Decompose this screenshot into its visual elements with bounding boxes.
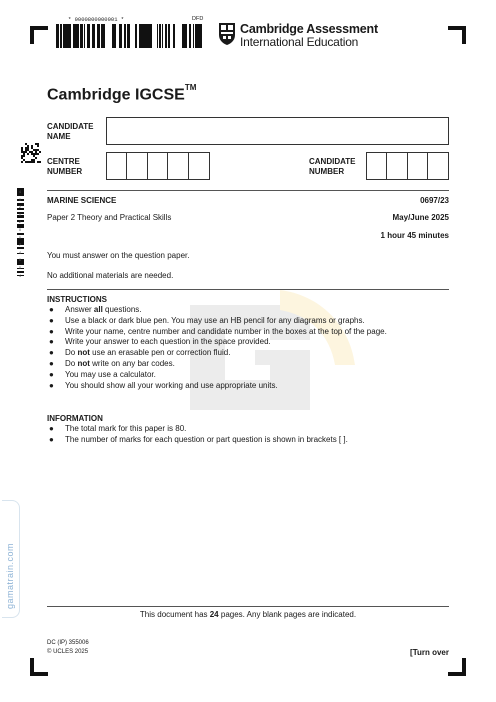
barcode-code: DFD bbox=[192, 16, 204, 22]
candidate-name-field[interactable] bbox=[106, 117, 449, 145]
side-watermark-text: gamatrain.com bbox=[5, 542, 15, 609]
divider bbox=[47, 606, 449, 607]
page-count-note: This document has 24 pages. Any blank pages are indicated. bbox=[139, 610, 357, 619]
centre-number-label: CENTRE NUMBER bbox=[47, 157, 83, 176]
instructions-heading: INSTRUCTIONS bbox=[47, 295, 107, 304]
divider bbox=[47, 190, 449, 191]
subject: MARINE SCIENCE bbox=[47, 196, 117, 205]
corner-mark-bottom-right bbox=[448, 658, 466, 676]
digit-box[interactable] bbox=[148, 153, 168, 179]
instruction-item: ● Answer all questions. bbox=[49, 305, 142, 314]
corner-mark-top-left bbox=[30, 26, 48, 44]
candidate-number-label: CANDIDATE NUMBER bbox=[309, 157, 356, 176]
title-text: Cambridge IGCSE bbox=[47, 86, 185, 104]
paper-title: Paper 2 Theory and Practical Skills bbox=[47, 213, 172, 222]
instructions-list bbox=[47, 305, 387, 391]
centre-number-field[interactable] bbox=[106, 152, 210, 180]
cambridge-logo bbox=[218, 22, 378, 48]
side-code-digits: 4 0 2 0 2 0 0 7 4 6 0 4 bbox=[18, 189, 22, 278]
digit-box[interactable] bbox=[189, 153, 209, 179]
materials-note: No additional materials are needed. bbox=[47, 271, 174, 280]
gamatrain-side-tab[interactable] bbox=[2, 500, 20, 618]
digit-box[interactable] bbox=[367, 153, 387, 179]
duration: 1 hour 45 minutes bbox=[380, 231, 449, 240]
instruction-item: ● Use a black or dark blue pen. You may use an HB pencil for any diagrams or graphs. bbox=[49, 315, 365, 325]
document-code: DC (IP) 355006 bbox=[47, 640, 89, 646]
digit-box[interactable] bbox=[428, 153, 448, 179]
trademark: TM bbox=[184, 83, 197, 92]
information-item: ● The total mark for this paper is 80. bbox=[49, 424, 187, 433]
instruction-item: ● You should show all your working and use appropriate units. bbox=[49, 380, 278, 390]
information-list bbox=[47, 424, 348, 446]
answer-note: You must answer on the question paper. bbox=[47, 251, 190, 260]
information-item: ● The number of marks for each question or part question is shown in brackets [ ]. bbox=[49, 434, 348, 444]
exam-session: May/June 2025 bbox=[392, 213, 449, 222]
org-name-line2: International Education bbox=[240, 35, 359, 49]
qualification-title bbox=[47, 83, 197, 104]
corner-mark-top-right bbox=[448, 26, 466, 44]
candidate-name-label: CANDIDATE NAME bbox=[47, 122, 94, 141]
copyright: © UCLES 2025 bbox=[47, 649, 89, 655]
candidate-number-field[interactable] bbox=[366, 152, 449, 180]
org-name-line1: Cambridge Assessment bbox=[240, 22, 378, 36]
shield-icon bbox=[218, 22, 236, 46]
paper-code: 0697/23 bbox=[420, 196, 449, 205]
qr-code bbox=[21, 143, 41, 163]
instruction-item: ● Write your name, centre number and candidate number in the boxes at the top of the page. bbox=[49, 326, 387, 336]
barcode-number: * 0000800000001 * bbox=[68, 16, 125, 23]
digit-box[interactable] bbox=[127, 153, 147, 179]
turn-over: [Turn over bbox=[410, 648, 449, 657]
instruction-item: ● Do not write on any bar codes. bbox=[49, 358, 175, 368]
instruction-item: ● Write your answer to each question in the space provided. bbox=[49, 337, 271, 347]
instruction-item: ● Do not use an erasable pen or correction fluid. bbox=[49, 348, 231, 358]
barcode-top bbox=[56, 24, 202, 48]
information-heading: INFORMATION bbox=[47, 414, 103, 423]
digit-box[interactable] bbox=[107, 153, 127, 179]
instruction-item: ● You may use a calculator. bbox=[49, 369, 156, 379]
digit-box[interactable] bbox=[168, 153, 188, 179]
digit-box[interactable] bbox=[408, 153, 428, 179]
corner-mark-bottom-left bbox=[30, 658, 48, 676]
digit-box[interactable] bbox=[387, 153, 407, 179]
